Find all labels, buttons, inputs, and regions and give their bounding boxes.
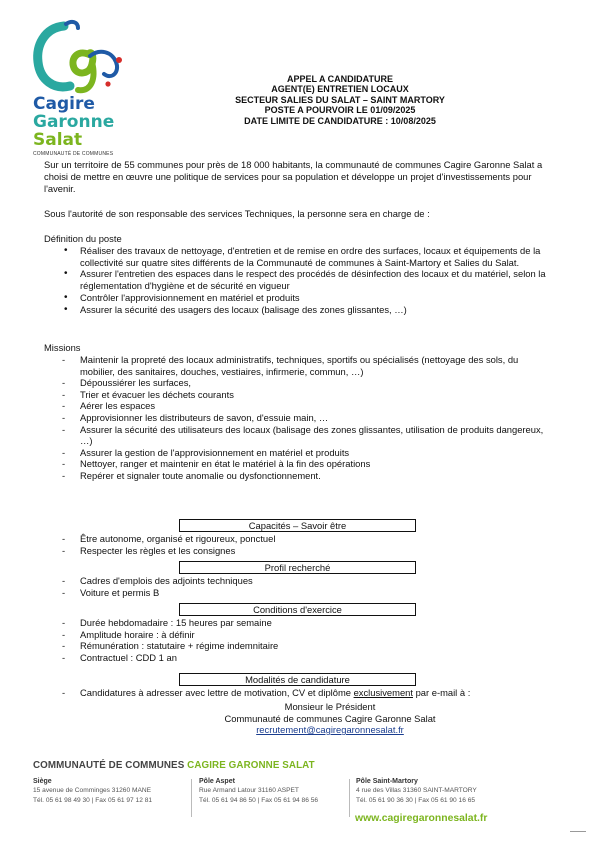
conditions-heading: Conditions d'exercice (179, 603, 416, 616)
modalites-list (60, 687, 560, 699)
definition-list (60, 245, 550, 315)
definition-heading: Définition du poste (44, 233, 122, 244)
list-item: • Réaliser des travaux de nettoyage, d'entretien et de remise en ordre des surfaces, locaux et équipements de la collectivité sur quatre sites différents de la Communauté de communes à Saint-Martory et Salies du Salat. (60, 245, 550, 268)
intro-paragraph: Sur un territoire de 55 communes pour près de 18 000 habitants, la communauté de communes Cagire Garonne Salat a choisi de mettre en œuvre une politique de services pour sa population et développe un projet d'investissements pour l'avenir. (44, 159, 543, 194)
modalites-text-post: par e-mail à : (412, 687, 471, 698)
footer-divider (349, 779, 350, 817)
footer-pole-saint-martory (356, 777, 477, 805)
list-item: - Contractuel : CDD 1 an (60, 652, 555, 664)
title-line-5: DATE LIMITE DE CANDIDATURE : 10/08/2025 (244, 115, 436, 126)
footer-col-phone: Tél. 05 61 90 36 30 | Fax 05 61 90 16 65 (356, 796, 476, 804)
footer-title-green: CAGIRE GARONNE SALAT (187, 760, 315, 771)
list-item: - Repérer et signaler toute anomalie ou dysfonctionnement. (60, 470, 555, 482)
list-item: - Cadres d'emplois des adjoints techniques (60, 575, 555, 587)
footer-col-heading: Pôle Saint-Martory (356, 778, 418, 785)
logo-line-cagire: Cagire (33, 94, 95, 114)
title-line-1: APPEL A CANDIDATURE (286, 74, 393, 84)
page-corner-mark (570, 831, 586, 832)
logo-wordmark (33, 95, 114, 149)
list-item: - Rémunération : statutaire + régime indemnitaire (60, 640, 555, 652)
modalites-text-exclusive: exclusivement (353, 687, 413, 698)
list-item: - Trier et évacuer les déchets courants (60, 389, 555, 401)
recruitment-email-link[interactable]: recrutement@cagiregaronnesalat.fr (256, 724, 404, 735)
modalites-heading: Modalités de candidature (179, 673, 416, 686)
missions-list (60, 354, 555, 482)
profil-heading: Profil recherché (179, 561, 416, 574)
list-item: - Approvisionner les distributeurs de savon, d'essuie main, … (60, 412, 555, 424)
missions-heading: Missions (44, 342, 81, 353)
list-item: • Assurer l'entretien des espaces dans le respect des procédés de désinfection des locaux et du matériel, selon la réglementation d'hygiène et de sécurité en vigueur (60, 268, 550, 291)
list-item: - Nettoyer, ranger et maintenir en état le matériel à la fin des opérations (60, 458, 555, 470)
list-item: - Maintenir la propreté des locaux administratifs, techniques, sportifs ou spécialisés (nettoyage des sols, du mobilier, des sanitaires, douches, vestiaires, infirmerie, commun, …) (60, 354, 555, 377)
footer-col-heading: Pôle Aspet (199, 778, 235, 785)
logo-line-salat: Salat (33, 130, 83, 150)
list-item: - Voiture et permis B (60, 587, 555, 599)
job-title-block (150, 74, 530, 126)
title-line-2: AGENT(E) ENTRETIEN LOCAUX (271, 84, 409, 95)
list-item: - Assurer la gestion de l'approvisionnement en matériel et produits (60, 447, 555, 459)
recipient-line-2: Communauté de communes Cagire Garonne Salat (224, 712, 436, 724)
capacites-list (60, 533, 555, 556)
list-item: • Contrôler l'approvisionnement en matériel et produits (60, 292, 550, 304)
footer-col-address: 4 rue des Villas 31360 SAINT-MARTORY (356, 787, 477, 795)
list-item: - Être autonome, organisé et rigoureux, ponctuel (60, 533, 555, 545)
profil-list (60, 575, 555, 598)
footer-col-phone: Tél. 05 61 94 86 50 | Fax 05 61 94 86 56 (199, 796, 319, 804)
footer-pole-aspet (199, 777, 318, 805)
footer-siege (33, 777, 152, 805)
footer-col-address: Rue Armand Latour 31160 ASPET (199, 787, 299, 795)
list-item (60, 687, 560, 699)
logo-subtitle: COMMUNAUTÉ DE COMMUNES (33, 151, 114, 157)
list-item: - Aérer les espaces (60, 400, 555, 412)
footer-col-address: 15 avenue de Comminges 31260 MANE (33, 787, 152, 795)
footer-col-heading: Siège (33, 778, 52, 785)
title-line-3: SECTEUR SALIES DU SALAT – SAINT MARTORY (235, 94, 445, 105)
footer-title-pre: COMMUNAUTÉ DE COMMUNES (33, 760, 188, 771)
list-item: • Assurer la sécurité des usagers des locaux (balisage des zones glissantes, …) (60, 304, 550, 316)
website-link[interactable]: www.cagiregaronnesalat.fr (355, 813, 488, 824)
conditions-list (60, 617, 555, 663)
list-item: - Dépoussiérer les surfaces, (60, 377, 555, 389)
intro-authority: Sous l'autorité de son responsable des services Techniques, la personne sera en charge de : (44, 208, 430, 219)
footer-title (33, 760, 315, 771)
list-item: - Assurer la sécurité des utilisateurs des locaux (balisage des zones glissantes, utilisation de produits dangereux, …) (60, 424, 555, 447)
list-item: - Respecter les règles et les consignes (60, 545, 555, 557)
footer-divider (191, 779, 192, 817)
recipient-line-1: Monsieur le Président (284, 701, 376, 712)
capacites-heading: Capacités – Savoir être (179, 519, 416, 532)
logo-line-garonne: Garonne (33, 112, 115, 132)
recipient-block (150, 701, 510, 736)
list-item: - Amplitude horaire : à définir (60, 629, 555, 641)
footer-col-phone: Tél. 05 61 98 49 30 | Fax 05 61 97 12 81 (33, 796, 153, 804)
modalites-text-pre: Candidatures à adresser avec lettre de motivation, CV et diplôme (80, 687, 354, 698)
list-item: - Durée hebdomadaire : 15 heures par semaine (60, 617, 555, 629)
title-line-4: POSTE A POURVOIR LE 01/09/2025 (264, 105, 416, 116)
